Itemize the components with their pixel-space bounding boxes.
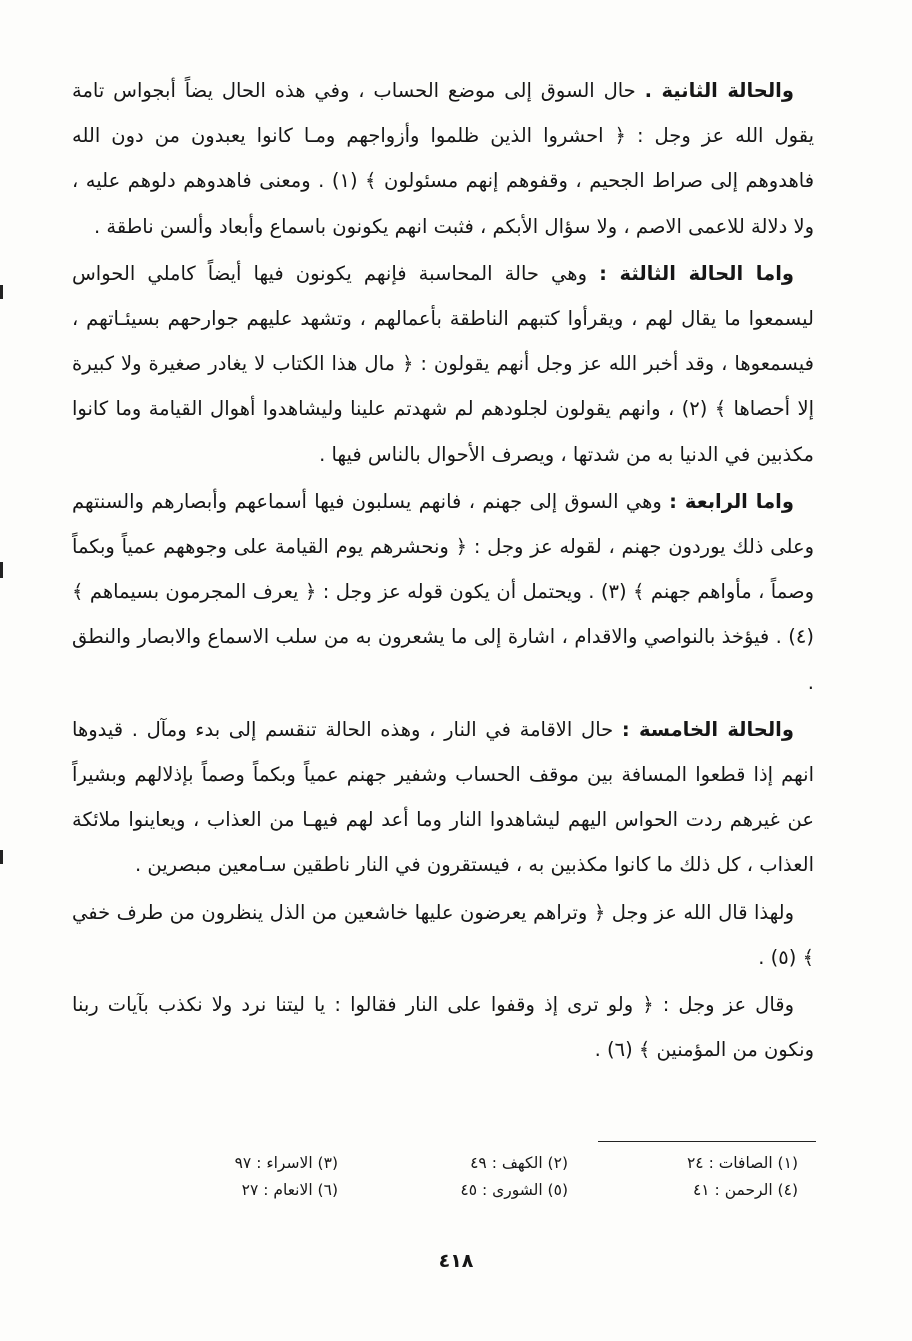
paragraph-quote-2 bbox=[72, 982, 814, 1072]
paragraph-text: وهي حالة المحاسبة فإنهم يكونون فيها أيضاً كاملي الحواس ليسمعوا ما يقال لهم ، ويقرأوا كتبهم الناطقة بأعمالهم ، وتشهد عليهم جوارحهم بسيئـاتهم ، فيسمعوها ، وقد أخبر الله عز وجل أنهم يقولون : ﴿ مال هذا الكتاب لا يغادر صغيرة ولا كبيرة إلا أحصاها ﴾ (٢) ، وانهم يقولون لجلودهم لم شهدتم علينا وليشاهدوا أهوال القيامة وما كانوا مكذبين في الدنيا به من شدتها ، ويصرف الأحوال بالناس فيها . bbox=[72, 261, 815, 466]
footnotes bbox=[108, 1150, 798, 1204]
paragraph-fifth-state bbox=[72, 707, 814, 888]
paragraph-text: حال السوق إلى موضع الحساب ، وفي هذه الحال يضاً أبجواس تامة يقول الله عز وجل : ﴿ احشروا الذين ظلموا وأزواجهم ومـا كانوا يعبدون من دون الله فاهدوهم إلى صراط الجحيم ، وقفوهم إنهم مسئولون ﴾ (١) . ومعنى فاهدوهم دلوهم عليه ، ولا دلالة للاعمى الاصم ، ولا سؤال الأبكم ، فثبت انهم يكونون باسماع وأبعاد وألسن ناطقة . bbox=[72, 79, 815, 238]
footnote-item: (٥) الشورى : ٤٥ bbox=[460, 1181, 568, 1199]
footnote-item: (٦) الانعام : ٢٧ bbox=[241, 1181, 338, 1199]
paragraph-third-state bbox=[72, 251, 814, 477]
footnote-item: (١) الصافات : ٢٤ bbox=[686, 1154, 798, 1172]
footnote-item: (٤) الرحمن : ٤١ bbox=[692, 1181, 798, 1199]
paragraph-heading: والحالة الثانية . bbox=[644, 79, 794, 102]
paragraph-quote-1 bbox=[72, 890, 814, 980]
scan-edge-mark bbox=[0, 562, 3, 578]
scan-edge-mark bbox=[0, 285, 3, 299]
paragraph-heading: واما الرابعة : bbox=[669, 489, 794, 513]
footnote-item: (٢) الكهف : ٤٩ bbox=[470, 1154, 568, 1172]
paragraph-fourth-state bbox=[72, 479, 814, 705]
scan-edge-mark bbox=[0, 850, 3, 864]
page-number: ٤١٨ bbox=[438, 1250, 474, 1272]
paragraph-text: حال الاقامة في النار ، وهذه الحالة تنقسم إلى بدء ومآل . قيدوها انهم إذا قطعوا المسافة بين موقف الحساب وشفير جهنم عمياً وبكماً وصماً بإذلالهم وبشيراً عن غيرهم ردت الحواس اليهم ليشاهدوا النار وما أعد لهم فيهـا من العذاب ، ويعاينوا ملائكة العذاب ، كل ذلك ما كانوا مكذبين به ، فيستقرون في النار ناطقين سـامعين مبصرين . bbox=[72, 717, 814, 877]
paragraph-text: وقال عز وجل : ﴿ ولو ترى إذ وقفوا على النار فقالوا : يا ليتنا نرد ولا نكذب بآيات ربنا ونكون من المؤمنين ﴾ (٦) . bbox=[72, 993, 814, 1062]
paragraph-text: وهي السوق إلى جهنم ، فانهم يسلبون فيها أسماعهم وأبصارهم والسنتهم وعلى ذلك يوردون جهنم ، لقوله عز وجل : ﴿ ونحشرهم يوم القيامة على وجوههم عمياً وبكماً وصماً ، مأواهم جهنم ﴾ (٣) . ويحتمل أن يكون قوله عز وجل : ﴿ يعرف المجرمون بسيماهم ﴾ (٤) . فيؤخذ بالنواصي والاقدام ، اشارة إلى ما يشعرون به من سلب الاسماع والابصار والنطق . bbox=[72, 489, 814, 694]
paragraph-heading: والحالة الخامسة : bbox=[621, 717, 794, 741]
footnote-item: (٣) الاسراء : ٩٧ bbox=[234, 1154, 338, 1172]
body-text bbox=[72, 68, 814, 1072]
paragraph-second-state bbox=[72, 68, 814, 249]
paragraph-text: ولهذا قال الله عز وجل ﴿ وتراهم يعرضون عليها خاشعين من الذل ينظرون من طرف خفي ﴾ (٥) . bbox=[72, 900, 814, 969]
footnote-divider bbox=[598, 1141, 816, 1142]
paragraph-heading: واما الحالة الثالثة : bbox=[599, 261, 795, 285]
